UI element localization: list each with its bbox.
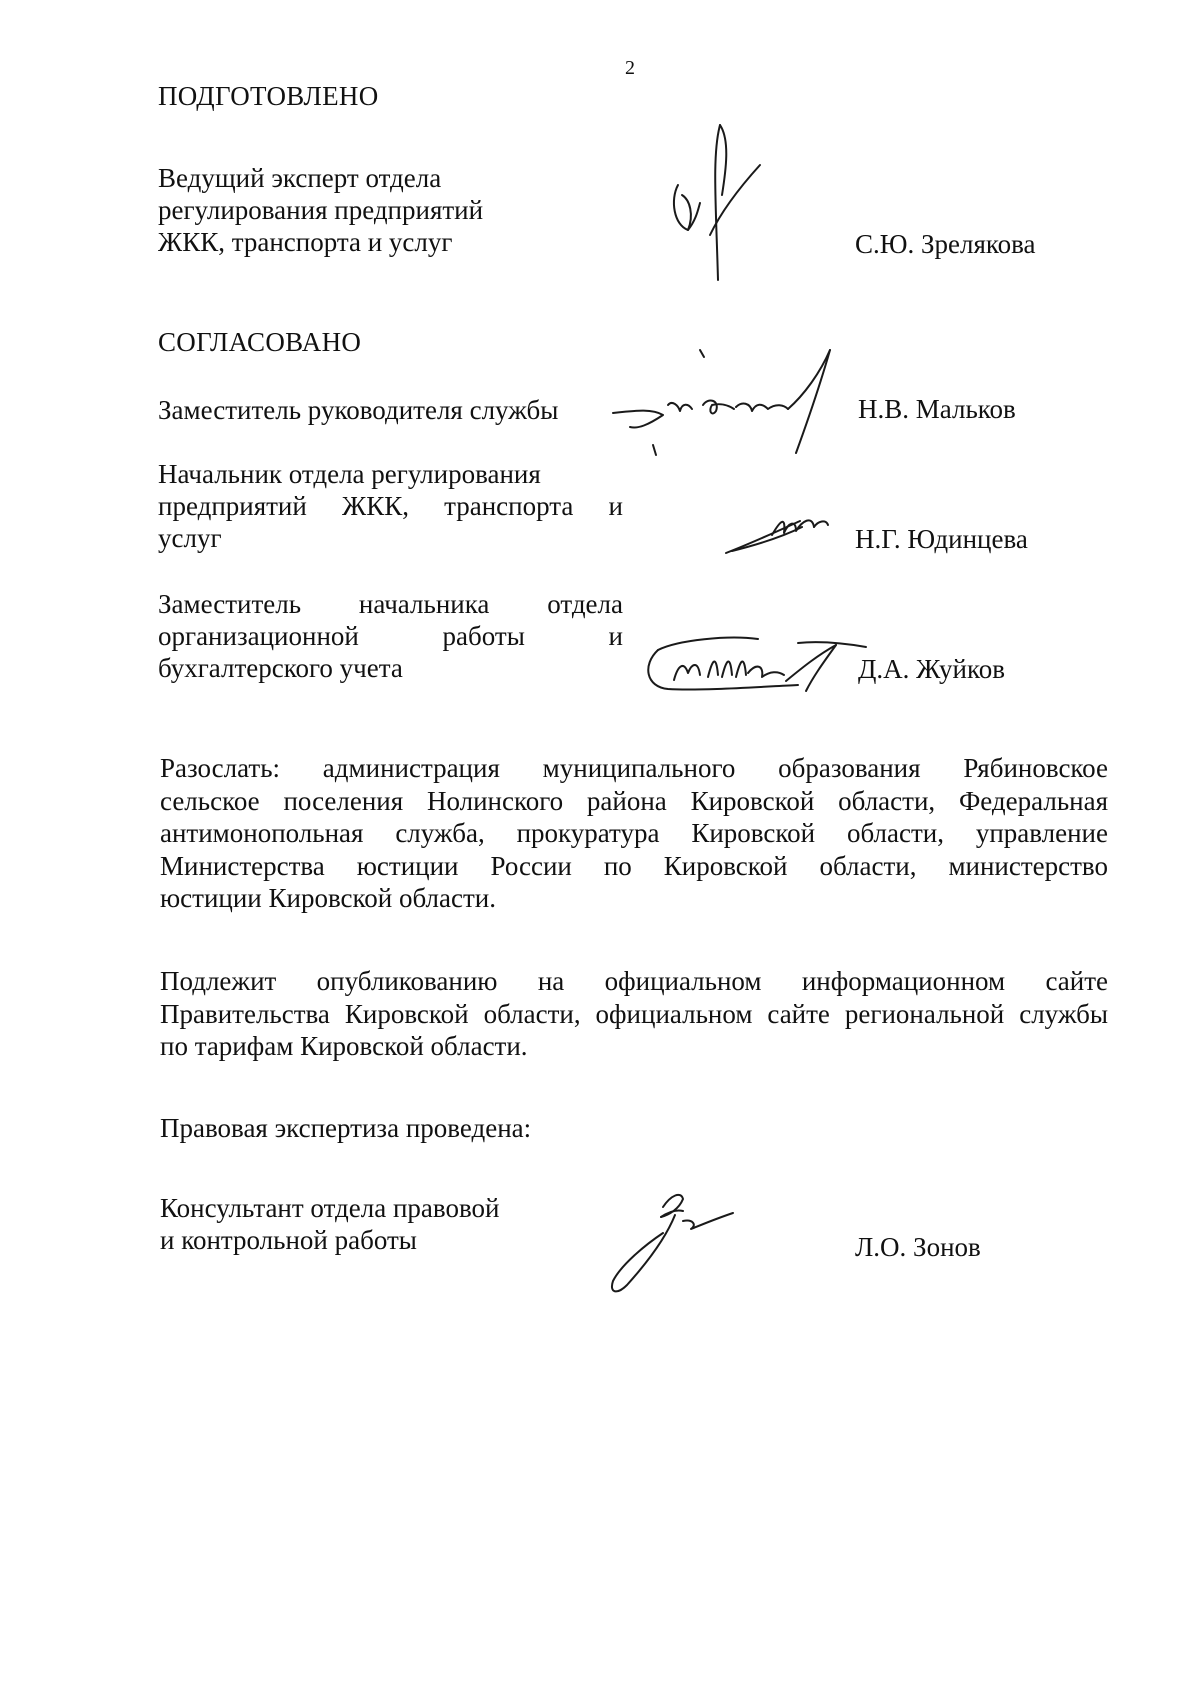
signature-zhuikov — [638, 625, 873, 700]
legal-review-heading: Правовая экспертиза проведена: — [160, 1113, 532, 1143]
reg-dept-head-position-line: Начальник отдела регулирования — [158, 459, 541, 489]
prepared-position-line: регулирования предприятий — [158, 195, 484, 225]
deputy-head-name: Н.В. Мальков — [858, 394, 1016, 424]
org-dept-deputy-position-line: Заместитель начальника отдела — [158, 589, 623, 619]
legal-consultant-position-line: и контрольной работы — [160, 1225, 417, 1255]
distribution-line: Министерства юстиции России по Кировской области, министерство — [160, 850, 1108, 881]
distribution-line: сельское поселения Нолинского района Кировской области, Федеральная — [160, 785, 1108, 816]
publication-line: Подлежит опубликованию на официальном информационном сайте — [160, 966, 1108, 996]
prepared-position — [158, 162, 483, 258]
distribution-line: Разослать: администрация муниципального образования Рябиновское — [160, 753, 1108, 783]
org-dept-deputy-position — [158, 588, 623, 684]
page-number: 2 — [625, 57, 635, 79]
distribution-paragraph — [160, 752, 1108, 915]
signature-yudintseva — [722, 505, 832, 560]
approved-heading: СОГЛАСОВАНО — [158, 327, 362, 357]
org-dept-deputy-position-line: бухгалтерского учета — [158, 653, 403, 683]
distribution-line: антимонопольная служба, прокуратура Кировской области, управление — [160, 818, 1108, 848]
publication-line: по тарифам Кировской области. — [160, 1031, 528, 1061]
deputy-head-position-line: Заместитель руководителя службы — [158, 395, 559, 425]
signature-zonov — [605, 1185, 745, 1300]
org-dept-deputy-position-line: организационной работы и — [158, 621, 623, 651]
prepared-heading: ПОДГОТОВЛЕНО — [158, 81, 379, 111]
publication-paragraph — [160, 965, 1108, 1063]
reg-dept-head-name: Н.Г. Юдинцева — [855, 524, 1028, 554]
distribution-line: юстиции Кировской области. — [160, 883, 496, 913]
prepared-name: С.Ю. Зрелякова — [855, 229, 1036, 259]
signature-malkov — [608, 345, 858, 465]
legal-consultant-position-line: Консультант отдела правовой — [160, 1193, 500, 1223]
org-dept-deputy-name: Д.А. Жуйков — [858, 654, 1005, 684]
publication-line: Правительства Кировской области, официальном сайте региональной службы — [160, 998, 1108, 1029]
reg-dept-head-position-line: предприятий ЖКК, транспорта и — [158, 491, 623, 521]
reg-dept-head-position-line: услуг — [158, 523, 222, 553]
prepared-position-line: Ведущий эксперт отдела — [158, 163, 442, 193]
legal-consultant-position — [160, 1192, 499, 1256]
deputy-head-position — [158, 394, 558, 426]
reg-dept-head-position — [158, 458, 623, 554]
legal-consultant-name: Л.О. Зонов — [855, 1232, 981, 1262]
signature-zrelyakova — [660, 115, 770, 290]
prepared-position-line: ЖКК, транспорта и услуг — [158, 227, 453, 257]
